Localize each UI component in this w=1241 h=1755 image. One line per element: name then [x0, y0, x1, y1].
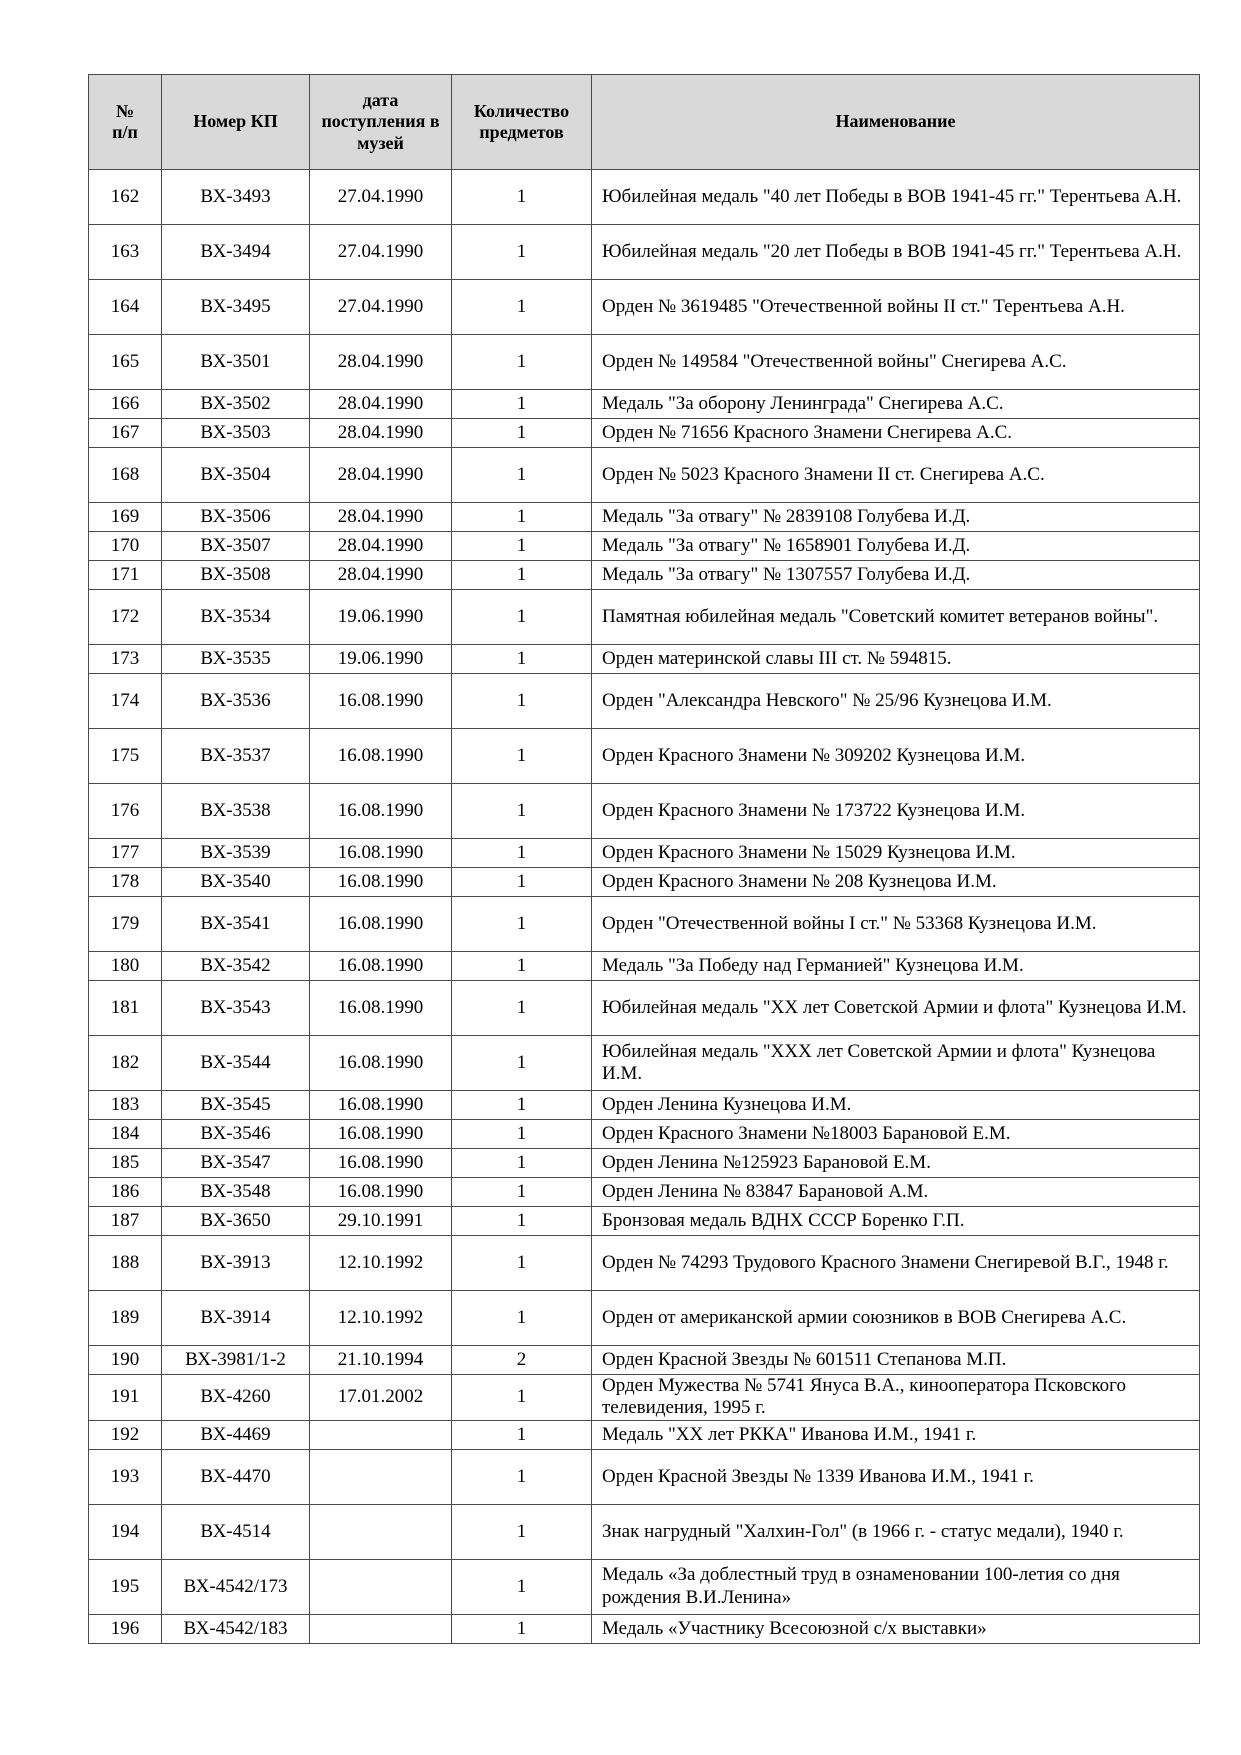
cell-quantity: 1	[452, 1236, 592, 1291]
cell-kp-number: ВХ-3546	[162, 1120, 310, 1149]
table-row	[89, 868, 1200, 897]
cell-name: Орден Красной Звезды № 601511 Степанова М.П.	[592, 1346, 1200, 1375]
cell-quantity: 1	[452, 1178, 592, 1207]
cell-quantity: 1	[452, 1420, 592, 1449]
cell-kp-number: ВХ-3538	[162, 784, 310, 839]
cell-number: 195	[89, 1559, 162, 1614]
cell-kp-number: ВХ-3539	[162, 839, 310, 868]
cell-quantity: 1	[452, 503, 592, 532]
cell-date: 16.08.1990	[310, 674, 452, 729]
cell-date: 28.04.1990	[310, 503, 452, 532]
cell-number: 171	[89, 561, 162, 590]
table-row	[89, 839, 1200, 868]
table-row	[89, 1420, 1200, 1449]
cell-quantity: 1	[452, 1559, 592, 1614]
table-row	[89, 1504, 1200, 1559]
table-row	[89, 674, 1200, 729]
cell-number: 169	[89, 503, 162, 532]
cell-quantity: 1	[452, 839, 592, 868]
cell-number: 177	[89, 839, 162, 868]
cell-quantity: 1	[452, 784, 592, 839]
cell-date: 16.08.1990	[310, 784, 452, 839]
cell-kp-number: ВХ-3535	[162, 645, 310, 674]
cell-date: 17.01.2002	[310, 1375, 452, 1421]
cell-quantity: 1	[452, 1207, 592, 1236]
cell-name: Знак нагрудный "Халхин-Гол" (в 1966 г. - статус медали), 1940 г.	[592, 1504, 1200, 1559]
cell-number: 190	[89, 1346, 162, 1375]
table-row	[89, 448, 1200, 503]
cell-number: 180	[89, 952, 162, 981]
header-row	[89, 75, 1200, 170]
cell-date: 28.04.1990	[310, 390, 452, 419]
cell-name: Памятная юбилейная медаль "Советский комитет ветеранов войны".	[592, 590, 1200, 645]
cell-date: 12.10.1992	[310, 1291, 452, 1346]
cell-quantity: 1	[452, 390, 592, 419]
cell-name: Орден Красного Знамени № 173722 Кузнецова И.М.	[592, 784, 1200, 839]
cell-number: 193	[89, 1449, 162, 1504]
cell-name: Орден от американской армии союзников в ВОВ Снегирева А.С.	[592, 1291, 1200, 1346]
cell-date: 19.06.1990	[310, 590, 452, 645]
cell-date: 16.08.1990	[310, 868, 452, 897]
cell-name: Медаль "За отвагу" № 2839108 Голубева И.Д.	[592, 503, 1200, 532]
cell-kp-number: ВХ-4260	[162, 1375, 310, 1421]
cell-kp-number: ВХ-3540	[162, 868, 310, 897]
cell-date	[310, 1504, 452, 1559]
cell-quantity: 1	[452, 419, 592, 448]
table-row	[89, 590, 1200, 645]
cell-kp-number: ВХ-3502	[162, 390, 310, 419]
cell-kp-number: ВХ-3508	[162, 561, 310, 590]
cell-number: 191	[89, 1375, 162, 1421]
cell-date: 16.08.1990	[310, 981, 452, 1036]
table-row	[89, 335, 1200, 390]
cell-quantity: 1	[452, 448, 592, 503]
cell-date: 12.10.1992	[310, 1236, 452, 1291]
cell-date: 19.06.1990	[310, 645, 452, 674]
cell-kp-number: ВХ-3544	[162, 1036, 310, 1091]
table-row	[89, 1375, 1200, 1421]
table-row	[89, 729, 1200, 784]
cell-quantity: 1	[452, 1149, 592, 1178]
cell-name: Орден "Александра Невского" № 25/96 Кузнецова И.М.	[592, 674, 1200, 729]
cell-number: 164	[89, 280, 162, 335]
cell-number: 184	[89, 1120, 162, 1149]
cell-kp-number: ВХ-3542	[162, 952, 310, 981]
cell-quantity: 1	[452, 1449, 592, 1504]
cell-quantity: 1	[452, 280, 592, 335]
table-row	[89, 1149, 1200, 1178]
cell-name: Медаль "За оборону Ленинграда" Снегирева А.С.	[592, 390, 1200, 419]
cell-quantity: 1	[452, 561, 592, 590]
cell-number: 165	[89, 335, 162, 390]
cell-number: 173	[89, 645, 162, 674]
table-row	[89, 532, 1200, 561]
cell-date: 21.10.1994	[310, 1346, 452, 1375]
cell-date: 16.08.1990	[310, 1091, 452, 1120]
cell-number: 167	[89, 419, 162, 448]
cell-number: 185	[89, 1149, 162, 1178]
cell-kp-number: ВХ-3501	[162, 335, 310, 390]
cell-number: 174	[89, 674, 162, 729]
cell-date	[310, 1614, 452, 1643]
cell-quantity: 1	[452, 952, 592, 981]
cell-number: 189	[89, 1291, 162, 1346]
cell-kp-number: ВХ-3914	[162, 1291, 310, 1346]
cell-quantity: 1	[452, 1504, 592, 1559]
cell-number: 196	[89, 1614, 162, 1643]
cell-kp-number: ВХ-3981/1-2	[162, 1346, 310, 1375]
table-row	[89, 1091, 1200, 1120]
cell-date: 16.08.1990	[310, 1036, 452, 1091]
cell-kp-number: ВХ-4514	[162, 1504, 310, 1559]
cell-quantity: 1	[452, 532, 592, 561]
cell-date	[310, 1449, 452, 1504]
cell-name: Медаль "За Победу над Германией" Кузнецова И.М.	[592, 952, 1200, 981]
cell-date: 28.04.1990	[310, 561, 452, 590]
cell-number: 178	[89, 868, 162, 897]
cell-date: 27.04.1990	[310, 225, 452, 280]
cell-name: Орден № 71656 Красного Знамени Снегирева А.С.	[592, 419, 1200, 448]
table-row	[89, 784, 1200, 839]
cell-name: Юбилейная медаль "XXX лет Советской Армии и флота" Кузнецова И.М.	[592, 1036, 1200, 1091]
cell-number: 176	[89, 784, 162, 839]
cell-name: Медаль "За отвагу" № 1658901 Голубева И.Д.	[592, 532, 1200, 561]
cell-date: 16.08.1990	[310, 952, 452, 981]
cell-name: Орден Красного Знамени №18003 Барановой Е.М.	[592, 1120, 1200, 1149]
table-row	[89, 1036, 1200, 1091]
cell-kp-number: ВХ-4469	[162, 1420, 310, 1449]
cell-quantity: 1	[452, 1091, 592, 1120]
table-row	[89, 170, 1200, 225]
table-row	[89, 1291, 1200, 1346]
cell-kp-number: ВХ-3495	[162, 280, 310, 335]
cell-number: 162	[89, 170, 162, 225]
cell-number: 170	[89, 532, 162, 561]
cell-name: Орден Красной Звезды № 1339 Иванова И.М., 1941 г.	[592, 1449, 1200, 1504]
cell-number: 166	[89, 390, 162, 419]
cell-kp-number: ВХ-3541	[162, 897, 310, 952]
table-row	[89, 1207, 1200, 1236]
cell-name: Орден № 3619485 "Отечественной войны II ст." Терентьева А.Н.	[592, 280, 1200, 335]
cell-number: 188	[89, 1236, 162, 1291]
cell-date: 27.04.1990	[310, 280, 452, 335]
cell-name: Орден Ленина Кузнецова И.М.	[592, 1091, 1200, 1120]
cell-quantity: 1	[452, 868, 592, 897]
cell-kp-number: ВХ-3650	[162, 1207, 310, 1236]
cell-date	[310, 1559, 452, 1614]
cell-date: 16.08.1990	[310, 1178, 452, 1207]
table-body	[89, 170, 1200, 1644]
cell-kp-number: ВХ-3536	[162, 674, 310, 729]
cell-kp-number: ВХ-3493	[162, 170, 310, 225]
table-row	[89, 1120, 1200, 1149]
cell-quantity: 1	[452, 729, 592, 784]
cell-date	[310, 1420, 452, 1449]
table-row	[89, 390, 1200, 419]
cell-kp-number: ВХ-3545	[162, 1091, 310, 1120]
cell-quantity: 1	[452, 1614, 592, 1643]
table-row	[89, 981, 1200, 1036]
cell-date: 27.04.1990	[310, 170, 452, 225]
cell-name: Орден Ленина №125923 Барановой Е.М.	[592, 1149, 1200, 1178]
cell-name: Орден Красного Знамени № 309202 Кузнецова И.М.	[592, 729, 1200, 784]
cell-kp-number: ВХ-4470	[162, 1449, 310, 1504]
cell-quantity: 1	[452, 897, 592, 952]
museum-registry-table	[88, 74, 1200, 1644]
cell-name: Орден Красного Знамени № 15029 Кузнецова И.М.	[592, 839, 1200, 868]
table-row	[89, 419, 1200, 448]
cell-date: 16.08.1990	[310, 897, 452, 952]
table-row	[89, 280, 1200, 335]
cell-date: 29.10.1991	[310, 1207, 452, 1236]
table-row	[89, 503, 1200, 532]
header-date-received: дата поступления в музей	[310, 75, 452, 170]
cell-quantity: 1	[452, 981, 592, 1036]
cell-quantity: 1	[452, 335, 592, 390]
cell-date: 28.04.1990	[310, 419, 452, 448]
cell-date: 28.04.1990	[310, 448, 452, 503]
cell-date: 28.04.1990	[310, 335, 452, 390]
cell-number: 183	[89, 1091, 162, 1120]
cell-date: 16.08.1990	[310, 839, 452, 868]
cell-quantity: 1	[452, 170, 592, 225]
cell-name: Орден материнской славы III ст. № 594815.	[592, 645, 1200, 674]
cell-number: 192	[89, 1420, 162, 1449]
header-quantity: Количество предметов	[452, 75, 592, 170]
cell-number: 172	[89, 590, 162, 645]
cell-name: Орден Красного Знамени № 208 Кузнецова И.М.	[592, 868, 1200, 897]
cell-name: Юбилейная медаль "XX лет Советской Армии и флота" Кузнецова И.М.	[592, 981, 1200, 1036]
cell-kp-number: ВХ-3534	[162, 590, 310, 645]
table-row	[89, 645, 1200, 674]
table-row	[89, 561, 1200, 590]
cell-quantity: 1	[452, 1036, 592, 1091]
cell-name: Орден Ленина № 83847 Барановой А.М.	[592, 1178, 1200, 1207]
cell-kp-number: ВХ-4542/173	[162, 1559, 310, 1614]
cell-kp-number: ВХ-3503	[162, 419, 310, 448]
cell-name: Орден Мужества № 5741 Януса В.А., кинооператора Псковского телевидения, 1995 г.	[592, 1375, 1200, 1421]
cell-kp-number: ВХ-4542/183	[162, 1614, 310, 1643]
cell-number: 181	[89, 981, 162, 1036]
cell-quantity: 1	[452, 1120, 592, 1149]
cell-name: Медаль «За доблестный труд в ознаменовании 100-летия со дня рождения В.И.Ленина»	[592, 1559, 1200, 1614]
cell-quantity: 1	[452, 1291, 592, 1346]
cell-number: 168	[89, 448, 162, 503]
cell-number: 182	[89, 1036, 162, 1091]
table-row	[89, 1236, 1200, 1291]
table-row	[89, 897, 1200, 952]
table-row	[89, 1614, 1200, 1643]
cell-kp-number: ВХ-3507	[162, 532, 310, 561]
cell-kp-number: ВХ-3548	[162, 1178, 310, 1207]
cell-name: Орден "Отечественной войны I ст." № 53368 Кузнецова И.М.	[592, 897, 1200, 952]
cell-name: Медаль «Участнику Всесоюзной с/х выставки»	[592, 1614, 1200, 1643]
cell-quantity: 1	[452, 225, 592, 280]
cell-kp-number: ВХ-3913	[162, 1236, 310, 1291]
cell-date: 28.04.1990	[310, 532, 452, 561]
cell-kp-number: ВХ-3547	[162, 1149, 310, 1178]
table-row	[89, 1559, 1200, 1614]
table-header	[89, 75, 1200, 170]
cell-number: 179	[89, 897, 162, 952]
cell-kp-number: ВХ-3494	[162, 225, 310, 280]
cell-name: Юбилейная медаль "20 лет Победы в ВОВ 1941-45 гг." Терентьева А.Н.	[592, 225, 1200, 280]
cell-quantity: 1	[452, 590, 592, 645]
cell-number: 194	[89, 1504, 162, 1559]
table-row	[89, 1449, 1200, 1504]
cell-name: Медаль "За отвагу" № 1307557 Голубева И.Д.	[592, 561, 1200, 590]
table-row	[89, 952, 1200, 981]
cell-number: 186	[89, 1178, 162, 1207]
cell-number: 163	[89, 225, 162, 280]
header-kp-number: Номер КП	[162, 75, 310, 170]
cell-date: 16.08.1990	[310, 1120, 452, 1149]
cell-name: Орден № 74293 Трудового Красного Знамени Снегиревой В.Г., 1948 г.	[592, 1236, 1200, 1291]
cell-kp-number: ВХ-3543	[162, 981, 310, 1036]
cell-kp-number: ВХ-3537	[162, 729, 310, 784]
cell-name: Бронзовая медаль ВДНХ СССР Боренко Г.П.	[592, 1207, 1200, 1236]
cell-number: 175	[89, 729, 162, 784]
table-row	[89, 225, 1200, 280]
cell-date: 16.08.1990	[310, 1149, 452, 1178]
cell-quantity: 1	[452, 674, 592, 729]
cell-name: Юбилейная медаль "40 лет Победы в ВОВ 1941-45 гг." Терентьева А.Н.	[592, 170, 1200, 225]
cell-number: 187	[89, 1207, 162, 1236]
table-row	[89, 1346, 1200, 1375]
cell-name: Орден № 149584 "Отечественной войны" Снегирева А.С.	[592, 335, 1200, 390]
table-row	[89, 1178, 1200, 1207]
cell-quantity: 1	[452, 645, 592, 674]
cell-date: 16.08.1990	[310, 729, 452, 784]
cell-quantity: 1	[452, 1375, 592, 1421]
header-number: № п/п	[89, 75, 162, 170]
cell-kp-number: ВХ-3504	[162, 448, 310, 503]
header-name: Наименование	[592, 75, 1200, 170]
cell-kp-number: ВХ-3506	[162, 503, 310, 532]
cell-quantity: 2	[452, 1346, 592, 1375]
cell-name: Орден № 5023 Красного Знамени II ст. Снегирева А.С.	[592, 448, 1200, 503]
cell-name: Медаль "XX лет РККА" Иванова И.М., 1941 г.	[592, 1420, 1200, 1449]
